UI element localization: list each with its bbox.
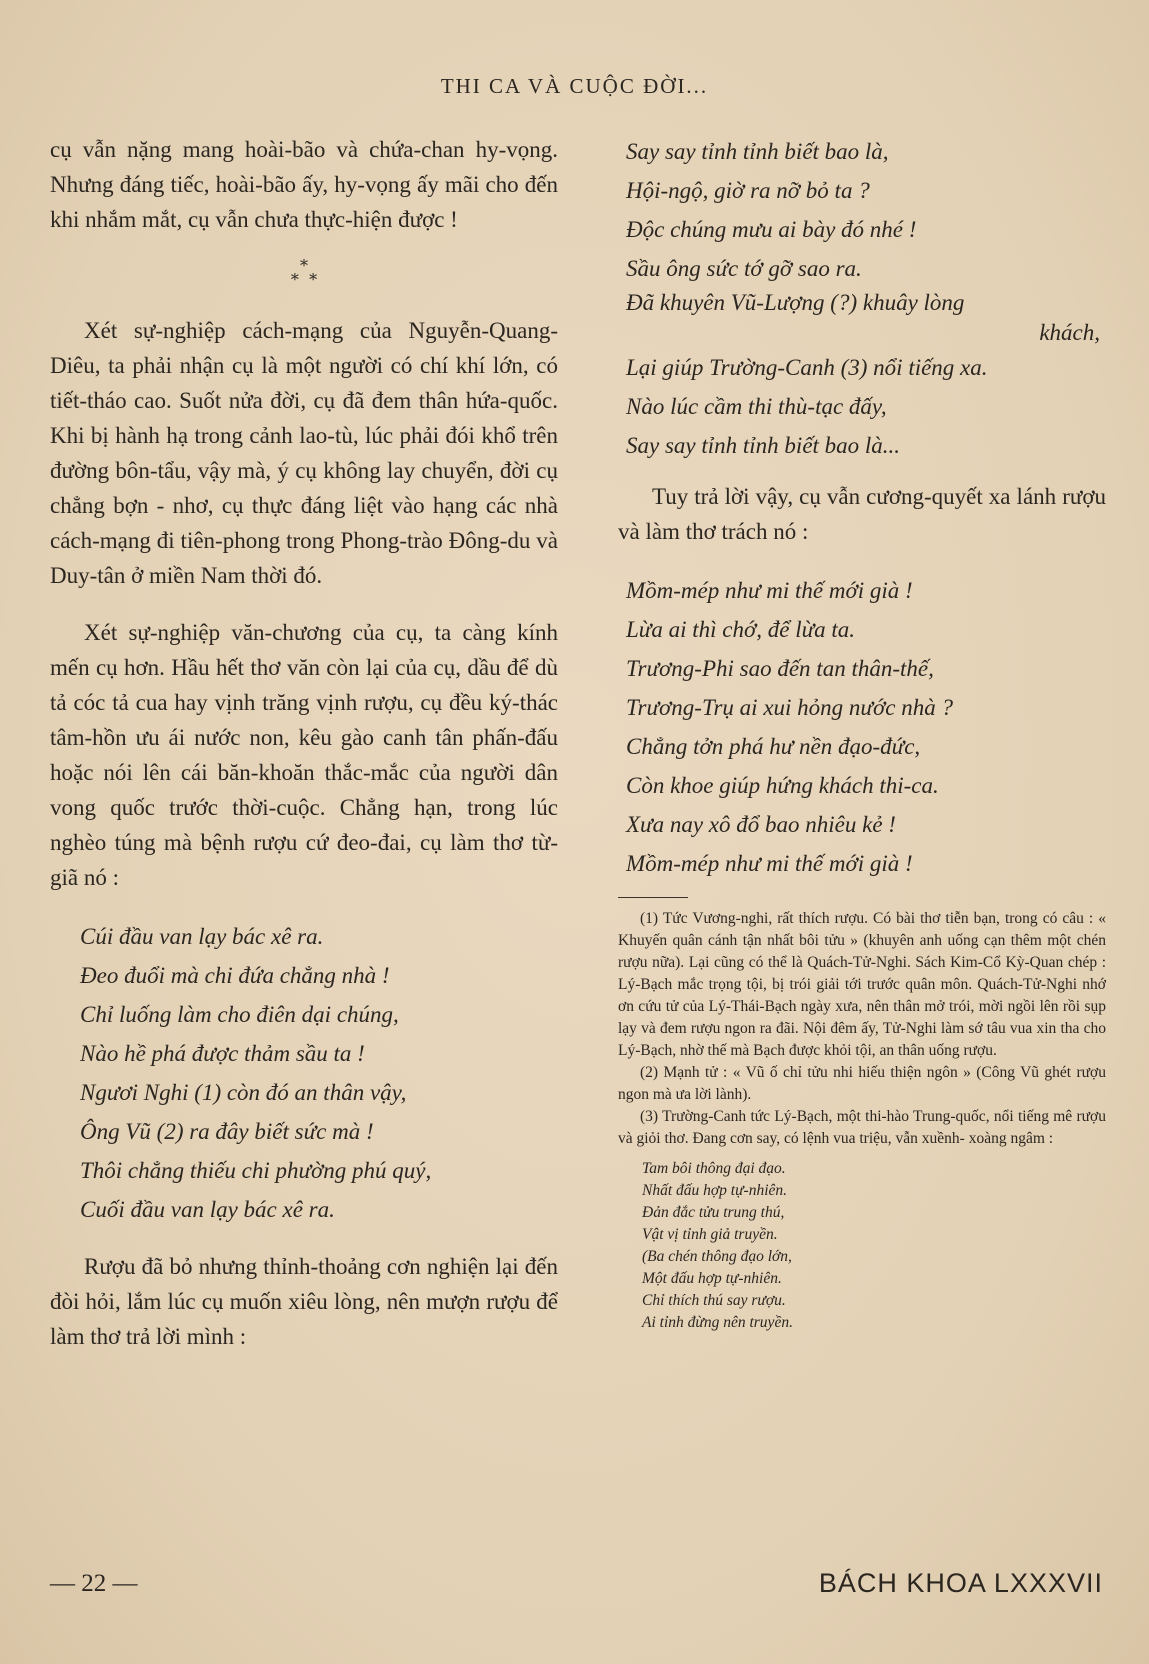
poem-line: Đeo đuổi mà chi đứa chẳng nhà ! bbox=[80, 963, 390, 988]
footnote-poem-line: Chỉ thích thú say rượu. bbox=[642, 1292, 786, 1309]
poem-line: Chẳng tởn phá hư nền đạo-đức, bbox=[626, 734, 921, 759]
right-column bbox=[618, 132, 1106, 1334]
footnote-poem-line: Nhất đấu hợp tự-nhiên. bbox=[642, 1182, 788, 1199]
footnote-1: (1) Tức Vương-nghi, rất thích rượu. Có bài thơ tiễn bạn, trong có câu : « Khuyến quân cánh tận nhất bôi tửu » (khuyên anh uống cạn thêm một chén rượu nữa). Lại cũng có thể là Quách-Tử-Nghi. Sách Kim-Cổ Kỳ-Quan chép : Lý-Bạch mắc trọng tội, bị trói giải tới trước quân môn. Quách-Tử-Nghi nhớ ơn cứu tử của Lý-Thái-Bạch ngày xưa, nên thân mở trói, mời ngồi lên rồi sụp lạy và đem rượu ngon ra đãi. Nội đêm ấy, Tử-Nghi làm sớ tâu vua xin tha cho Lý-Bạch, nhờ thế mà Bạch được khỏi tội, an thân uống rượu. bbox=[618, 910, 1106, 1059]
poem-line: Còn khoe giúp hứng khách thi-ca. bbox=[626, 773, 939, 798]
running-header: THI CA VÀ CUỘC ĐỜI... bbox=[440, 74, 709, 98]
footnote-poem-line: Ai tỉnh đừng nên truyền. bbox=[642, 1314, 793, 1331]
footnote-divider bbox=[618, 897, 688, 898]
footnote-poem-line: Tam bôi thông đại đạo. bbox=[642, 1160, 786, 1177]
footnote-poem-line: Đản đắc tửu trung thú, bbox=[642, 1204, 785, 1221]
poem-line: Hội-ngộ, giờ ra nỡ bỏ ta ? bbox=[626, 178, 870, 203]
poem-line: Chỉ luống làm cho điên dại chúng, bbox=[80, 1002, 399, 1027]
poem-line: Sầu ông sức tớ gỡ sao ra. bbox=[626, 256, 862, 281]
poem-line: Ngươi Nghi (1) còn đó an thân vậy, bbox=[80, 1080, 407, 1105]
paragraph-continuation: cụ vẫn nặng mang hoài-bão và chứa-chan hy-vọng. Nhưng đáng tiếc, hoài-bão ấy, hy-vọng ấy mãi cho đến khi nhắm mắt, cụ vẫn chưa thực-hiện được ! bbox=[50, 137, 558, 232]
poem-wine-reply bbox=[626, 132, 1106, 465]
poem-line: Nào lúc cầm thi thù-tạc đấy, bbox=[626, 394, 887, 419]
paragraph-revolution: Xét sự-nghiệp cách-mạng của Nguyễn-Quang-Diêu, ta phải nhận cụ là một người có chí khí lớn, có tiết-tháo cao. Suốt nửa đời, cụ đã đem thân hứa-quốc. Khi bị hành hạ trong cảnh lao-tù, lúc phải đói khổ trên đường bôn-tẩu, vậy mà, ý cụ không lay chuyển, đời cụ chẳng bợn - nhơ, cụ thực đáng liệt vào hạng các nhà cách-mạng đi tiên-phong trong Phong-trào Đông-du và Duy-tân ở miền Nam thời đó. bbox=[50, 318, 558, 588]
section-separator bbox=[50, 256, 558, 289]
left-column bbox=[50, 132, 558, 1376]
separator-stars-bottom: * * bbox=[290, 270, 318, 289]
footnote-2: (2) Mạnh tử : « Vũ ố chỉ tửu nhi hiếu thiện ngôn » (Công Vũ ghét rượu ngon mà ưa lời lành). bbox=[618, 1064, 1106, 1103]
footnote-3: (3) Trường-Canh tức Lý-Bạch, một thi-hào Trung-quốc, nổi tiếng mê rượu và giỏi thơ. Đang cơn say, có lệnh vua triệu, vẫn xuềnh- xoàng ngâm : bbox=[618, 1108, 1106, 1147]
magazine-issue: BÁCH KHOA LXXXVII bbox=[818, 1568, 1103, 1598]
footnote-poem-line: (Ba chén thông đạo lớn, bbox=[642, 1248, 792, 1265]
poem-line: Mồm-mép như mi thế mới già ! bbox=[626, 851, 913, 876]
poem-line: Trương-Trụ ai xui hỏng nước nhà ? bbox=[626, 695, 953, 720]
poem-line: Cuối đầu van lạy bác xê ra. bbox=[80, 1197, 335, 1222]
paragraph-reproach: Tuy trả lời vậy, cụ vẫn cương-quyết xa lánh rượu và làm thơ trách nó : bbox=[618, 484, 1106, 544]
poem-line: Lại giúp Trường-Canh (3) nổi tiếng xa. bbox=[626, 355, 988, 380]
poem-line: Độc chúng mưu ai bày đó nhé ! bbox=[626, 217, 917, 242]
separator-star-top: * bbox=[300, 256, 308, 275]
poem-line: Đã khuyên Vũ-Lượng (?) khuây lòng bbox=[626, 290, 965, 315]
footnote-poem-line: Vật vị tỉnh giả truyền. bbox=[642, 1226, 778, 1243]
footnote-poem bbox=[642, 1158, 1106, 1334]
paragraph-literature: Xét sự-nghiệp văn-chương của cụ, ta càng kính mến cụ hơn. Hầu hết thơ văn còn lại của cụ, dầu để dù tả cóc tả cua hay vịnh trăng vịnh rượu, cụ đều ký-thác tâm-hồn ưu ái nước non, kêu gào canh tân phấn-đấu hoặc nói lên cái băn-khoăn thắc-mắc của người dân vong quốc trước thời-cuộc. Chẳng hạn, trong lúc nghèo túng mà bệnh rượu cứ đeo-đai, cụ làm thơ từ-giã nó : bbox=[50, 620, 558, 890]
poem-line: Say say tỉnh tỉnh biết bao là, bbox=[626, 139, 889, 164]
poem-line-continuation: khách, bbox=[1039, 320, 1100, 345]
poem-line: Mồm-mép như mi thế mới già ! bbox=[626, 578, 913, 603]
page-number: — 22 — bbox=[50, 1570, 138, 1597]
poem-line: Lừa ai thì chớ, để lừa ta. bbox=[626, 617, 856, 642]
poem-line: Say say tỉnh tỉnh biết bao là... bbox=[626, 433, 901, 458]
footnote-poem-line: Một đấu hợp tự-nhiên. bbox=[642, 1270, 782, 1287]
poem-reproach-wine bbox=[626, 571, 1106, 883]
poem-line: Ông Vũ (2) ra đây biết sức mà ! bbox=[80, 1119, 374, 1144]
poem-line: Thôi chẳng thiếu chi phường phú quý, bbox=[80, 1158, 432, 1183]
poem-line: Cúi đầu van lạy bác xê ra. bbox=[80, 924, 324, 949]
poem-line: Nào hề phá được thảm sầu ta ! bbox=[80, 1041, 365, 1066]
poem-line: Xưa nay xô đổ bao nhiêu kẻ ! bbox=[626, 812, 896, 837]
poem-farewell-wine bbox=[80, 917, 558, 1229]
poem-line: Trương-Phi sao đến tan thân-thế, bbox=[626, 656, 934, 681]
paragraph-relapse: Rượu đã bỏ nhưng thỉnh-thoảng cơn nghiện lại đến đòi hỏi, lắm lúc cụ muốn xiêu lòng, nên mượn rượu để làm thơ trả lời mình : bbox=[50, 1254, 558, 1349]
